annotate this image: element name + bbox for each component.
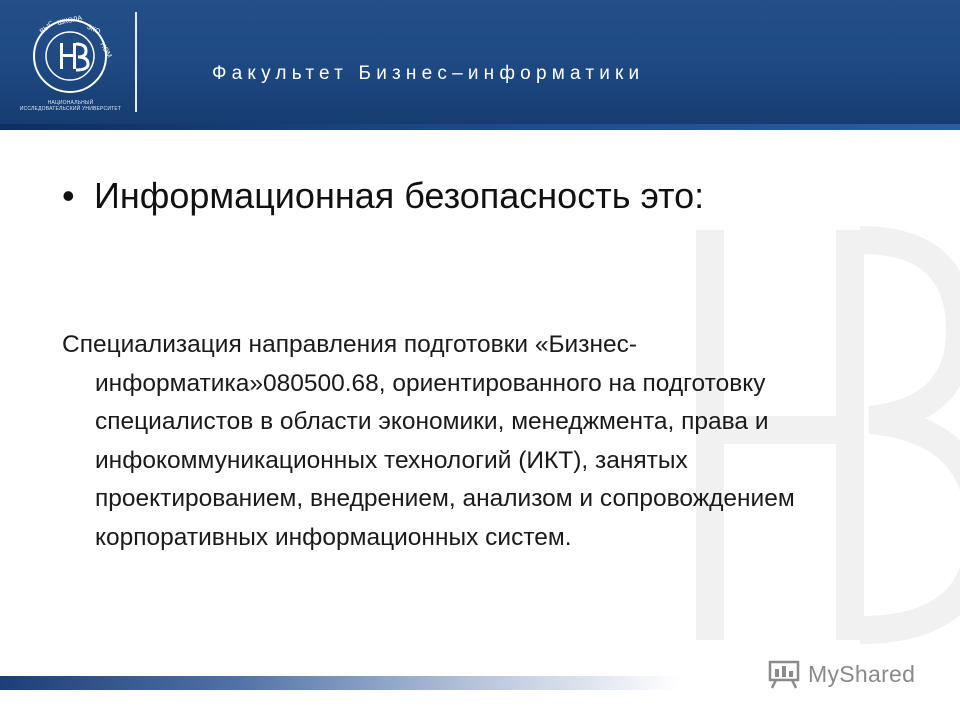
slide-header [0, 0, 960, 130]
myshared-watermark[interactable] [768, 658, 938, 690]
bullet-heading [62, 175, 922, 217]
bullet-text: Информационная безопасность это: [94, 175, 705, 216]
body-paragraph: Специализация направления подготовки «Бизнес-информатика»080500.68, ориентированного на подготовку специалистов в области экономики, менеджмента, права и инфокоммуникационных технологий (ИКТ), занятых проектированием, внедрением, анализом и сопровождением корпоративных информационных систем. [62, 331, 795, 551]
header-stripe [0, 124, 960, 130]
svg-text:ВЫС: ВЫС [38, 19, 56, 36]
logo-caption: НАЦИОНАЛЬНЫЙ ИССЛЕДОВАТЕЛЬСКИЙ УНИВЕРСИТЕТ [19, 100, 122, 112]
footer-gradient-bar [0, 676, 680, 690]
header-divider [135, 12, 137, 112]
university-logo [18, 12, 123, 112]
hse-emblem-icon [18, 12, 123, 100]
svg-text:НОМ: НОМ [98, 41, 113, 60]
faculty-title: Факультет Бизнес–информатики [212, 63, 645, 84]
svg-text:ЭКО: ЭКО [85, 23, 102, 36]
presentation-board-icon [768, 659, 802, 689]
myshared-brand: MyShared [808, 660, 916, 687]
bullet-marker: • [62, 175, 75, 216]
svg-text:ШКОЛА: ШКОЛА [56, 14, 83, 27]
